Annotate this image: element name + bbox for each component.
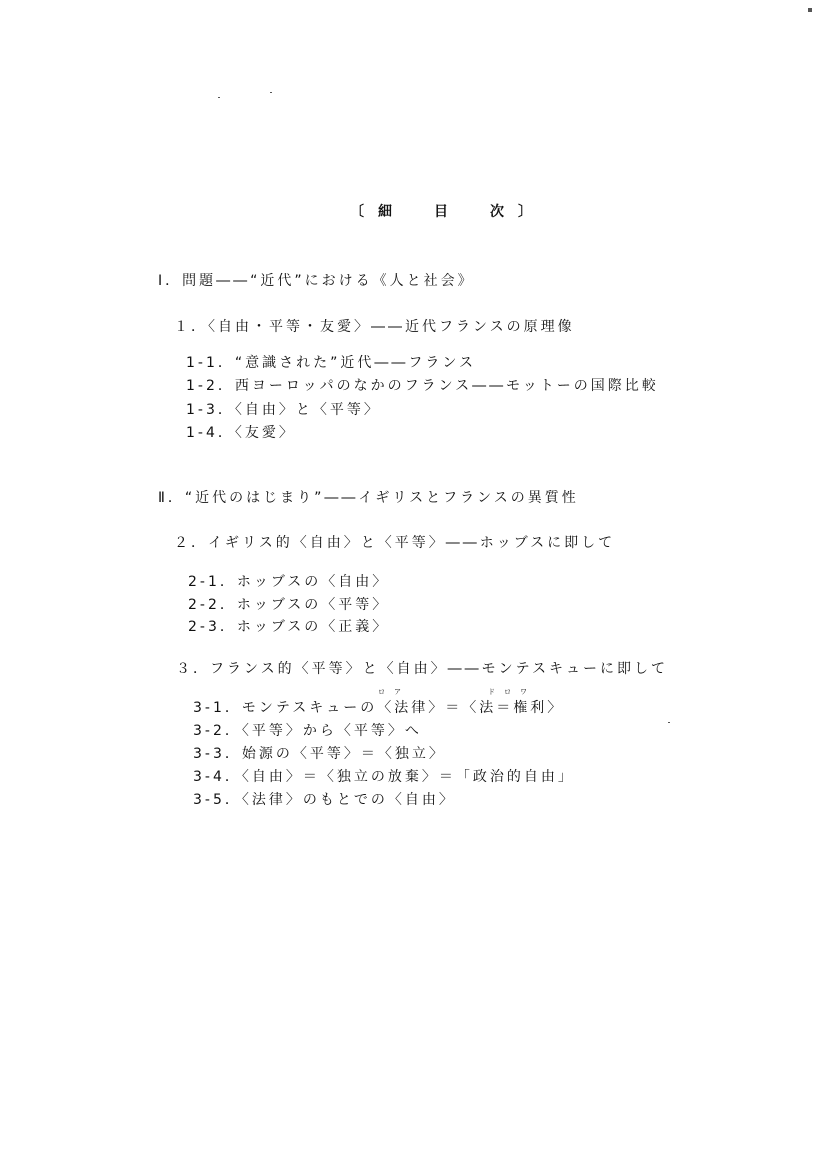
toc-item-3-4: 3-4．〈自由〉＝〈独立の放棄〉＝「政治的自由」 — [193, 769, 575, 785]
chapter-1-heading: １．〈自由・平等・友愛〉――近代フランスの原理像 — [174, 319, 575, 335]
chapter-2-heading: ２．イギリス的〈自由〉と〈平等〉――ホッブスに即して — [174, 535, 616, 551]
scan-speck — [270, 92, 272, 93]
ruby-lois: ロア — [378, 688, 410, 696]
toc-item-1-1: 1-1．“意識された”近代――フランス — [186, 355, 476, 371]
toc-item-2-1: 2-1．ホッブスの〈自由〉 — [188, 574, 390, 590]
toc-item-2-3: 2-3．ホッブスの〈正義〉 — [188, 619, 390, 635]
toc-item-3-5: 3-5．〈法律〉のもとでの〈自由〉 — [193, 792, 456, 808]
toc-item-3-1: 3-1．モンテスキューの〈法律〉＝〈法＝権利〉 — [193, 700, 565, 716]
toc-item-1-3: 1-3．〈自由〉と〈平等〉 — [186, 402, 381, 418]
scan-speck — [668, 722, 670, 723]
scan-speck — [218, 97, 220, 98]
toc-item-1-2: 1-2．西ヨーロッパのなかのフランス――モットーの国際比較 — [186, 378, 659, 394]
toc-item-2-2: 2-2．ホッブスの〈平等〉 — [188, 597, 390, 613]
toc-item-3-3: 3-3．始源の〈平等〉＝〈独立〉 — [193, 746, 446, 762]
toc-item-1-4: 1-4．〈友愛〉 — [186, 425, 296, 441]
toc-item-3-2: 3-2．〈平等〉から〈平等〉へ — [193, 723, 422, 739]
scan-speck — [808, 8, 812, 12]
ruby-droit: ドロワ — [488, 688, 536, 696]
part-2-heading: Ⅱ．“近代のはじまり”――イギリスとフランスの異質性 — [158, 490, 579, 506]
part-1-heading: Ⅰ．問題――“近代”における《人と社会》 — [158, 273, 475, 289]
chapter-3-heading: ３．フランス的〈平等〉と〈自由〉――モンテスキューに即して — [176, 661, 669, 677]
page-title: 〔細 目 次〕 — [350, 204, 546, 220]
